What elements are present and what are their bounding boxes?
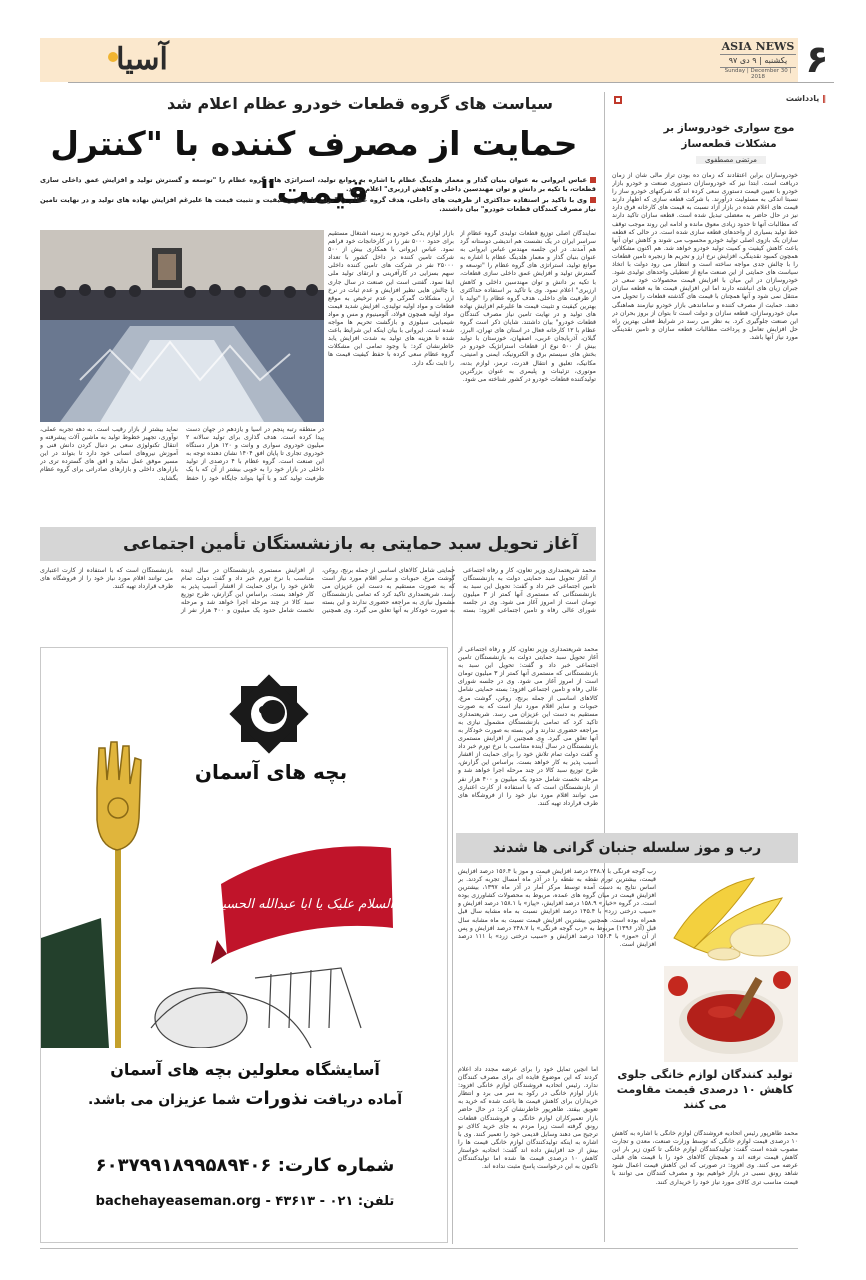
- card-number-line: [61, 1148, 429, 1184]
- lead-column-left: در منطقه رتبه پنجم در آسیا و یازدهم در جهان دست پیدا کرده است. هدف گذاری برای تولید سالانه ۲ میلیون خودروی سواری و وانت و ۱۲۰ هزار دستگاه خودروی تجاری تا پایان افق ۱۴۰۴ نشان دهنده توجه به این صنعت است. گروه عظام با ۴ درصدی از تولید داخلی در بازار خود را به خوبی بیشتر از آن که با یک ظرفیت تولید کند و با آنها بتواند جایگاه خود را حفظ نماید بیشتر از بازار رقیب است. به دهه تجربه عملی، نوآوری، تجهیز خطوط تولید به ماشین آلات پیشرفته و انتقال تکنولوژی سعی بر دنبال کردن دانش فنی و آموزش نیروهای انسانی خود دارد تا بتواند در این مسیر موفق عمل نماید و افق های گسترده تری در بازارهای داخلی و بازارهای صادراتی برای گروه عظام بگشاید.: [40, 426, 324, 482]
- banana-body: رب گوجه فرنگی با ۲۴۸.۷ درصد افزایش قیمت و موز با ۱۵۶.۴ درصد افزایش قیمت، بیشترین تورم نقطه به نقطه را در آذر ماه امسال تجربه کردند. بر اساس نتایج به دست آمده توسط مرکز آمار در آذر ماه ۱۳۹۷، بیشترین افزایش قیمت در میان گروه های عمده، مربوط به محصولات کشاورزی بوده است. در گروه «خیار» ۱۵۸.۹ درصد افزایش، «پیاز» با ۱۵۸.۱ درصد افزایش و «سیب درختی زرد» با ۱۴۵.۴ درصد افزایش نسبت به ماه مشابه سال قبل همراه بوده است. همچنین بیشترین افزایش قیمت نسبت به ماه مشابه سال قبل (آذر ۱۳۹۶) مربوط به «رب گوجه فرنگی» با ۲۴۸.۷ درصد افزایش و پس از آن «موز» با ۱۵۶.۴ درصد افزایش و «سیب درختی زرد» با ۱۱۱ درصد افزایش است.: [458, 868, 656, 948]
- lead-summary: [40, 176, 596, 214]
- column-rule: [604, 92, 605, 1242]
- masthead-rule: [68, 82, 834, 83]
- logo: آسیا: [116, 42, 168, 77]
- lead-paragraph-1: [40, 176, 596, 194]
- lead-column-mid: بازار لوازم یدکی خودرو به زمینه اشتغال مستقیم برای حدود ۵۰۰۰ نفر را در کارخانجات خود فراهم نمود. عباس ایروانی با همکاری بیش از ۵۰۰ شرکت تامین کننده در داخل کشور با تعداد ۲۵۰۰۰ نفر در شرکت های تامین کننده داخلی سهم بسزایی در کارآفرینی و ارتقای تولید ملی ایفا نمود. گفتنی است این صنعت در سال جاری با چالش هایی نظیر افزایش و عدم ثبات در نرخ ارز، مشکلات گمرکی و عدم ترخیص به موقع قطعات و مواد اولیه تولیدی، افزایش شدید قیمت مواد اولیه همچون فولاد، آلومینیوم و مس و مواد شیمیایی سیلوزی و بازگشت تحریم ها مواجه شده است. ایروانی با بیان اینکه این شرایط باعث شده تا هزینه های تولید به شدت افزایش یابد خاطرنشان کرد: با وجود تمامی این مشکلات گروه عظام سعی کرده با حفظ کیفیت قیمت ها را ثابت نگه دارد.: [328, 230, 454, 367]
- meeting-photo: [40, 230, 324, 422]
- phone-label: تلفن:: [357, 1194, 395, 1209]
- memo-marker-icon: [614, 96, 622, 104]
- bullet-icon: [590, 177, 596, 183]
- charity-illustration: [41, 728, 448, 1048]
- charity-title: آسایشگاه معلولین بچه های آسمان: [110, 1060, 380, 1079]
- charity-subtitle-highlight: نذورات: [245, 1088, 309, 1109]
- memo-body: خودروسازان براین اعتقادند که زمان ده بودن تراز مالی شان از زمان دریافت است. ابتدا نیز که خودروسازان دستوری صنعت و خودرو بازار خودرو با تعیین قیمت دستوری سعی کرده اند که شرکتهای خودرو ساز را نسبتا اندکی به مسئولیت درآورند. با شرکت قطعه سازی که اظهار دارند قیمت های اعلام شده در بازار آزاد نسبت به قیمت های کارخانه فرق دارد نیز در حال حاضر به معضلی تبدیل شده است. قطعه سازان تاکید دارند که مطالبات آنها تا حدود زیادی معوق مانده و ادامه این روند موجب توقف خط تولید بسیاری از واحدهای قطعه سازی شده است. در حالی که قطعه سازان یک بازوی اصلی تولید خودرو محسوب می شوند و کاهش توان آنها باعث کاهش کیفیت و کمیت تولید خودرو خواهد شد. هم اکنون مشکلاتی همچون کمبود نقدینگی، افزایش نرخ ارز و تحریم ها زنجیره تامین قطعات را با چالش جدی مواجه ساخته است و انتظار می رود دولت با اتخاذ سیاست های حمایتی از این صنعت مانع از تعطیلی واحدهای تولیدی شود. خودروسازان در این میان با افزایش قیمت محصولات خود سعی در جبران زیان های انباشته دارند اما این افزایش قیمت ها به قطعه سازان منتقل نمی شود و آنها همچنان با قیمت های گذشته قطعات را تحویل می دهند. حمایت از مصرف کننده و ساماندهی بازار خودرو نیازمند هماهنگی میان خودروسازان، قطعه سازان و دولت است تا بتوان از بروز بحران در این صنعت جلوگیری کرد. به نظر می رسد در شرایط فعلی بهترین راه حل افزایش تعامل و پرداخت مطالبات قطعه سازان و تامین نقدینگی مورد نیاز آنها باشد.: [612, 172, 798, 341]
- brand-name-en: ASIA NEWS: [721, 40, 795, 53]
- memo-author: مرتضی مصطفوی: [696, 156, 766, 164]
- date-en: Sunday | December 30 | 2018: [724, 68, 792, 80]
- card-number: ۶۰۳۷۹۹۱۸۹۹۵۸۹۴۰۶: [95, 1155, 272, 1176]
- card-label: شماره کارت:: [277, 1155, 395, 1176]
- lead-text-2: وی با تاکید بر استفاده حداکثری از ظرفیت های داخلی، هدف گروه عظام را "تولید با بهترین کیفیت و تثبیت قیمت ها علیرغم افزایش نهاده های تولید و در نهایت تامین نیاز مصرف کنندگان قطعات خودرو" بیان داشتند.: [40, 196, 596, 213]
- charity-subtitle-a: آماده دریافت: [313, 1092, 403, 1108]
- lead-text-1: عباس ایروانی به عنوان بنیان گذار و معمار هلدینگ عظام با اشاره به موانع تولید، استراتژی های گروه عظام را "توسعه و گسترش تولید و افزایش عمق داخلی سازی قطعات، با تکیه بر دانش و توان مهندسین داخلی و کاهش ارزبری" اعلام نمود.: [40, 176, 596, 193]
- footer-rule: [40, 1248, 798, 1249]
- memo-section-label: ‖ یادداشت: [785, 94, 826, 103]
- date-fa: یکشنبه | ۹ دی ۹۷: [720, 54, 796, 68]
- pension-body-continued: محمد شریعتمداری وزیر تعاون، کار و رفاه اجتماعی از آغاز تحویل سبد حمایتی دولت به بازنشستگان تامین اجتماعی خبر داد و گفت: تحویل این سبد به بازنشستگانی که مستمری آنها کمتر از ۳ میلیون تومان است از امروز آغاز می شود. وی در جلسه شورای عالی رفاه و تامین اجتماعی افزود: بسته حمایتی شامل کالاهای اساسی از جمله برنج، روغن، گوشت مرغ، حبوبات و سایر اقلام مورد نیاز است که به صورت مستقیم به دست این عزیزان می رسد. شریعتمداری تاکید کرد که تمامی بازنشستگان مشمول نیازی به مراجعه حضوری ندارند و این بسته به صورت خودکار به آنها تعلق می گیرد. وی همچنین از افزایش مستمری بازنشستگان در سال آینده متناسب با نرخ تورم خبر داد و گفت دولت تمام تلاش خود را برای حمایت از اقشار آسیب پذیر به کار خواهد بست. براساس این گزارش، طرح توزیع سبد کالا در چند مرحله اجرا خواهد شد و مرحله نخست شامل حدود یک میلیون و ۴۰۰ هزار نفر از بازنشستگان است که با استفاده از کارت اعتباری می توانند اقلام مورد نیاز خود را از فروشگاه های طرف قرارداد تهیه کنند.: [458, 646, 598, 807]
- column-rule: [452, 566, 453, 1244]
- website-link[interactable]: bachehayeaseman.org: [95, 1194, 261, 1209]
- phone-number: ۰۲۱ - ۴۳۶۱۳: [275, 1194, 354, 1209]
- lead-kicker: سیاست های گروه قطعات خودرو عظام اعلام شد: [167, 94, 553, 113]
- lead-column-right: نمایندگان اصلی توزیع قطعات تولیدی گروه عظام از سراسر ایران در یک نشست هم اندیشی دوستانه گرد هم آمدند. در این جلسه مهندس عباس ایروانی به عنوان بنیان گذار و معمار هلدینگ عظام با اشاره به موانع تولید، استراتژی های گروه عظام را "توسعه و گسترش تولید و افزایش عمق داخلی سازی قطعات، با تکیه بر دانش و توان مهندسین داخلی و کاهش ارزبری" اعلام نمود. وی با تاکید بر استفاده حداکثری از ظرفیت های داخلی، هدف گروه عظام را "تولید با بهترین کیفیت و تثبیت قیمت ها علیرغم افزایش نهاده های تولید و در نهایت تامین نیاز مصرف کنندگان قطعات خودرو" بیان داشتند. شایان ذکر است گروه عظام با ۱۲ کارخانه فعال در استان های تهران، البرز، گیلان، آذربایجان غربی، اصفهان، خوزستان با تولید بیش از ۵۰۰ نوع از قطعات استراتژیک خودرو در بخش های سیستم برق و الکترونیک، ایمنی و امنیتی، مکانیک، تعلیق و انتقال قدرت، ترمز، لوازم بدنه، موتوری، تزئینات و پلیمری به عنوان بزرگترین تولیدکننده قطعات خودرو در کشور شناخته می شود.: [460, 230, 596, 383]
- memo-title: موج سواری خودروساز بر مشکلات قطعه‌ساز: [663, 122, 795, 150]
- memo-section-text: یادداشت: [785, 94, 820, 103]
- pension-headline: آغاز تحویل سبد حمایتی به بازنشستگان تأمین اجتماعی: [40, 527, 596, 561]
- appliance-body-left: اما آنچین تمایل خود را برای عرضه مجدد داد اعلام کردند که این موضوع فایده ای برای مصرف کنندگان ندارد. رئیس اتحادیه فروشندگان لوازم خانگی افزود: بازار لوازم خانگی در رکود به سر می برد و انتظار خریداران برای کاهش قیمت ها باعث شده که خرید به تعویق بیفتد. طاهرپور خاطرنشان کرد: در حال حاضر بازار تعمیرکاران لوازم خانگی و فروشندگان قطعات رونق گرفته است زیرا مردم به جای خرید کالای نو ترجیح می دهند وسایل قدیمی خود را تعمیر کنند. وی با اشاره به اینکه تولیدکنندگان لوازم خانگی قیمت ها را بیش از حد افزایش داده اند گفت: اتحادیه خواستار کاهش ۱۰ درصدی قیمت ها شده اما تولیدکنندگان تاکنون به این درخواست پاسخ مثبت نداده اند.: [458, 1066, 598, 1171]
- meeting-photo-art: [40, 230, 324, 422]
- charity-subtitle: [61, 1088, 429, 1109]
- charity-ad: [40, 647, 448, 1243]
- bullet-icon: [590, 197, 596, 203]
- banana-headline: رب و موز سلسله جنبان گرانی ها شدند: [456, 833, 798, 863]
- banner-text: السلام علیک یا ابا عبدالله الحسین: [212, 897, 394, 912]
- banana-image: [664, 868, 798, 964]
- charity-subtitle-b: شما عزیزان می باشد.: [87, 1092, 241, 1108]
- appliance-headline: تولید کنندگان لوازم خانگی جلوی کاهش ۱۰ درصدی قیمت مقاومت می کنند: [616, 1068, 794, 1111]
- lead-paragraph-2: [40, 196, 596, 214]
- page-number: ۶: [805, 37, 829, 81]
- contact-line: تلفن: ۰۲۱ - ۴۳۶۱۳ - bachehayeaseman.org: [95, 1194, 395, 1209]
- charity-org-name: بچه های آسمان: [194, 760, 348, 784]
- lead-headline: حمایت از مصرف کننده با "کنترل قیمت": [50, 124, 578, 211]
- pension-body: محمد شریعتمداری وزیر تعاون، کار و رفاه اجتماعی از آغاز تحویل سبد حمایتی دولت به بازنشستگان تامین اجتماعی خبر داد و گفت: تحویل این سبد به بازنشستگانی که مستمری آنها کمتر از ۳ میلیون تومان است از امروز آغاز می شود. وی در جلسه شورای عالی رفاه و تامین اجتماعی افزود: بسته حمایتی شامل کالاهای اساسی از جمله برنج، روغن، گوشت مرغ، حبوبات و سایر اقلام مورد نیاز است که به صورت مستقیم به دست این عزیزان می رسد. شریعتمداری تاکید کرد که تمامی بازنشستگان مشمول نیازی به مراجعه حضوری ندارند و این بسته به صورت خودکار به آنها تعلق می گیرد. وی همچنین از افزایش مستمری بازنشستگان در سال آینده متناسب با نرخ تورم خبر داد و گفت دولت تمام تلاش خود را برای حمایت از اقشار آسیب پذیر به کار خواهد بست. براساس این گزارش، طرح توزیع سبد کالا در چند مرحله اجرا خواهد شد و مرحله نخست شامل حدود یک میلیون و ۴۰۰ هزار نفر از بازنشستگان است که با استفاده از کارت اعتباری می توانند اقلام مورد نیاز خود را از فروشگاه های طرف قرارداد تهیه کنند.: [40, 567, 596, 615]
- appliance-body-right: محمد طاهرپور رئیس اتحادیه فروشندگان لوازم خانگی با اشاره به کاهش ۱۰ درصدی قیمت لوازم خانگی که توسط وزارت صنعت، معدن و تجارت مصوب شده است گفت: تولیدکنندگان لوازم خانگی تا کنون زیر بار این کاهش قیمت نرفته اند و همچنان کالاهای خود را با قیمت های قبلی عرضه می کنند. وی افزود: در صورتی که این کاهش قیمت اعمال شود شاهد رونق نسبی در بازار خواهیم بود و مصرف کنندگان می توانند با قیمت مناسب تری کالای مورد نیاز خود را خریداری کنند.: [612, 1130, 798, 1186]
- tomato-paste-image: [664, 966, 798, 1062]
